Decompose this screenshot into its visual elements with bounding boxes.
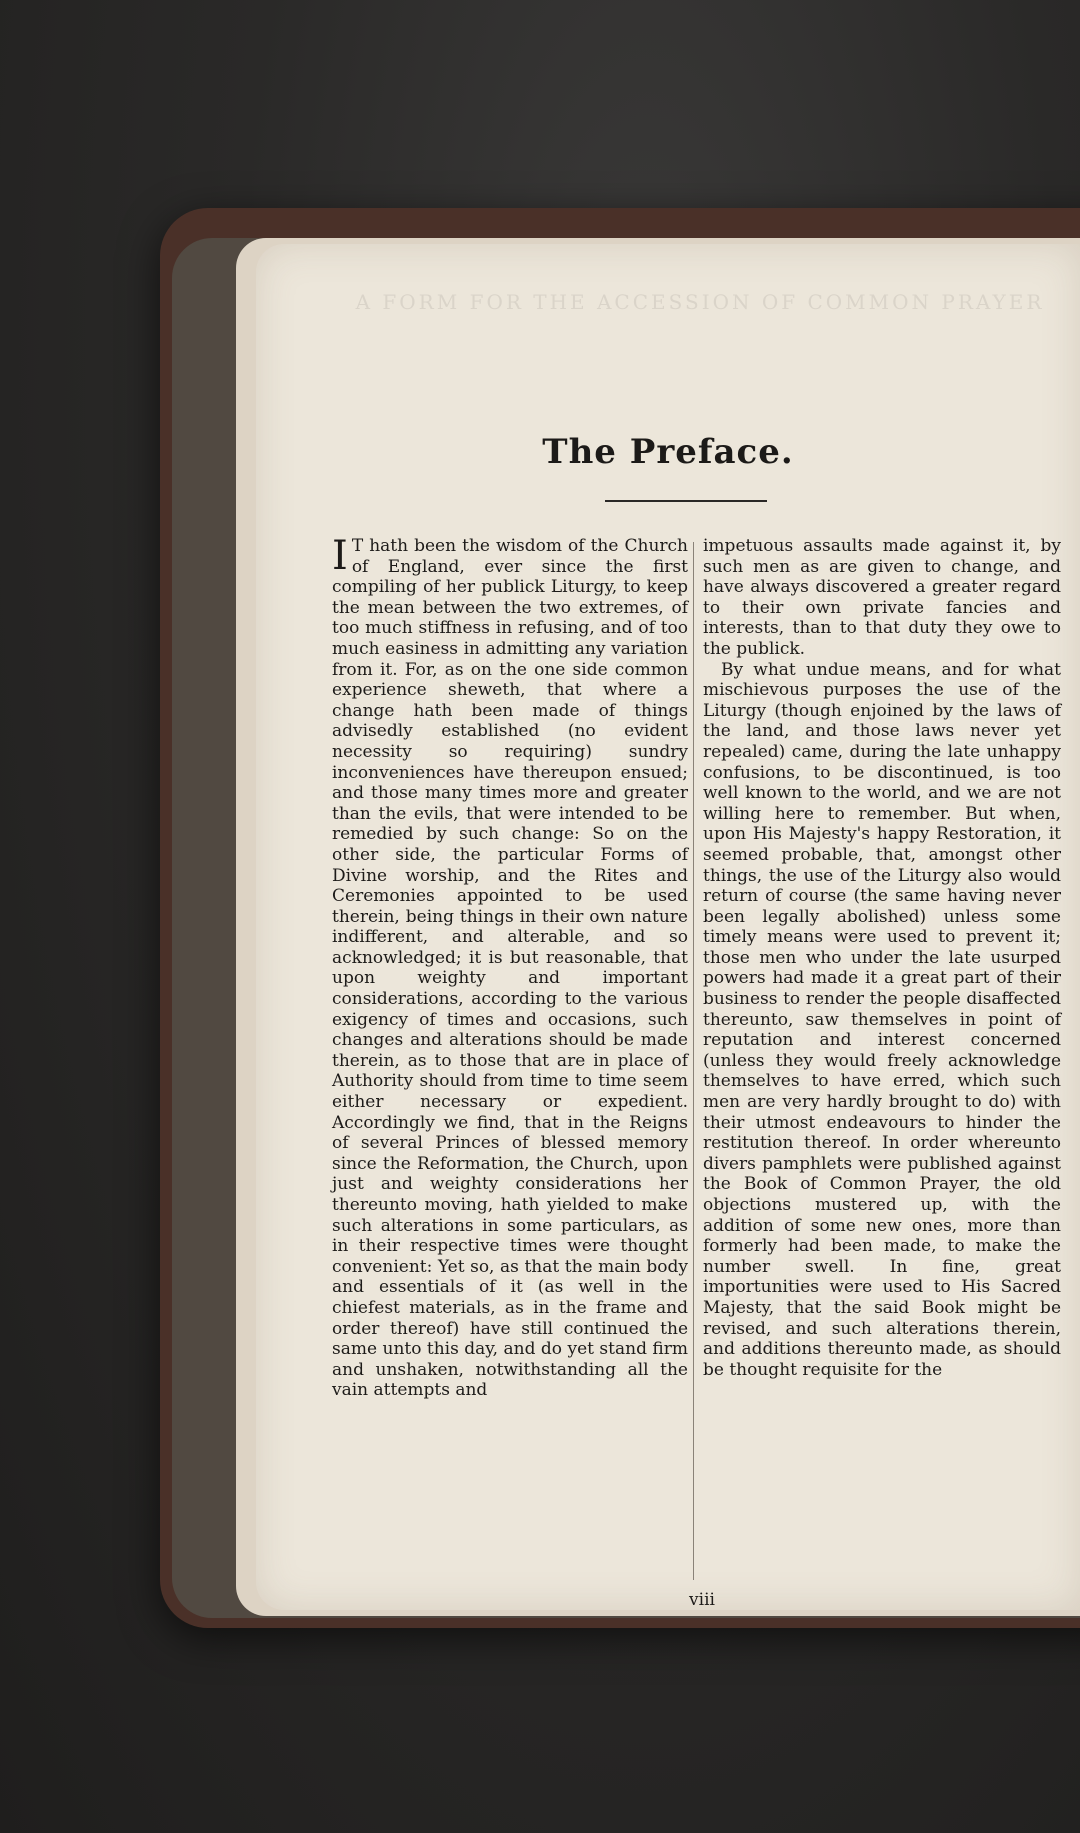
bleed-through-text: A FORM FOR THE ACCESSION OF COMMON PRAYER [355,290,1045,314]
paragraph-2: By what undue means, and for what mischievous purposes the use of the Liturgy (though enjoined by the laws of the land, and those laws never yet repealed) came, during the late unhappy confusions, to be discontinued, is too well known to the world, and we are not willing here to remember. But when, upon His Majesty's happy Restoration, it seemed probable, that, amongst other things, the use of the Liturgy also would return of course (the same having never been legally abolished) unless some timely means were used to prevent it; those men who under the late usurped powers had made it a great part of their business to render the people disaffected thereunto, saw themselves in point of reputation and interest concerned (unless they would freely acknowledge themselves to have erred, which such men are very hardly brought to do) with their utmost endeavours to hinder the restitution thereof. In order whereunto divers pamphlets were published against the Book of Common Prayer, the old objections mustered up, with the addition of some new ones, more than formerly had been made, to make the number swell. In fine, great importunities were used to His Sacred Majesty, that the said Book might be revised, and such alterations therein, and additions thereunto made, as should be thought requisite for the [703,659,1061,1380]
page-title: The Preface. [542,432,794,472]
page-number: viii [689,1590,715,1610]
left-text-column [332,533,688,1401]
paragraph-continued: impetuous assaults made against it, by such men as are given to change, and have always discovered a greater regard to their own private fancies and interests, than to that duty they owe to the publick. [703,536,1061,659]
paragraph-1 [332,533,688,1401]
drop-cap: I [332,533,348,579]
title-rule [605,500,767,502]
right-text-column [703,536,1061,1380]
paragraph-1-text: T hath been the wisdom of the Church of England, ever since the first compiling of her publick Liturgy, to keep the mean between the two extremes, of too much stiffness in refusing, and of too much easiness in admitting any variation from it. For, as on the one side common experience sheweth, that where a change hath been made of things advisedly established (no evident necessity so requiring) sundry inconveniences have thereupon ensued; and those many times more and greater than the evils, that were intended to be remedied by such change: So on the other side, the particular Forms of Divine worship, and the Rites and Ceremonies appointed to be used therein, being things in their own nature indifferent, and alterable, and so acknowledged; it is but reasonable, that upon weighty and important considerations, according to the various exigency of times and occasions, such changes and alterations should be made therein, as to those that are in place of Authority should from time to time seem either necessary or expedient. Accordingly we find, that in the Reigns of several Princes of blessed memory since the Reformation, the Church, upon just and weighty considerations her thereunto moving, hath yielded to make such alterations in some particulars, as in their respective times were thought convenient: Yet so, as that the main body and essentials of it (as well in the chiefest materials, as in the frame and order thereof) have still continued the same unto this day, and do yet stand firm and unshaken, notwithstanding all the vain attempts and [332,536,688,1401]
column-divider [693,542,694,1580]
